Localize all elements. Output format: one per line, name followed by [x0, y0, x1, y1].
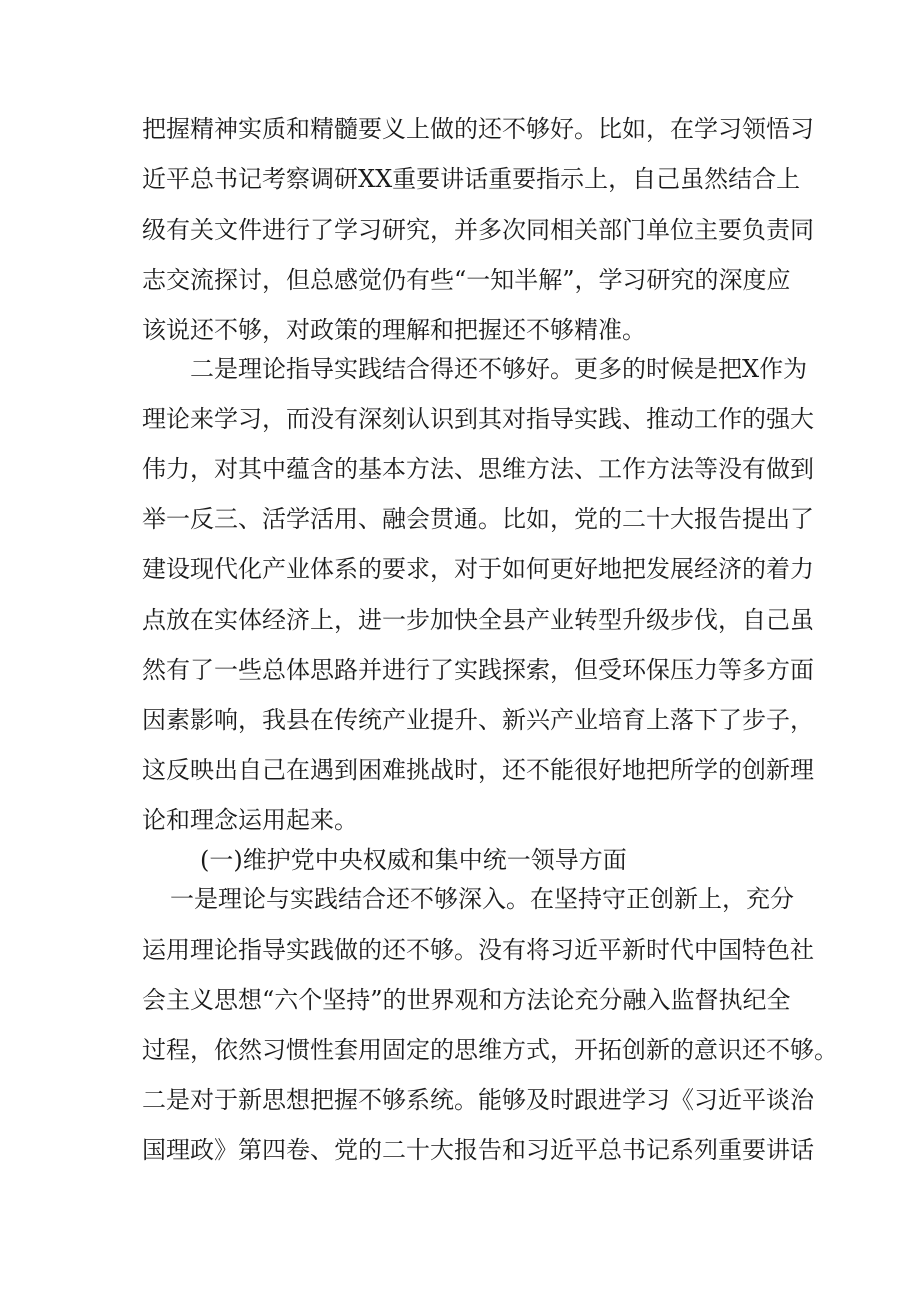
text-line: 志交流探讨，但总感觉仍有些“一知半解”，学习研究的深度应: [142, 266, 791, 294]
text-line: 举一反三、活学活用、融会贯通。比如，党的二十大报告提出了: [142, 505, 814, 533]
text-line: 级有关文件进行了学习研究，并多次同相关部门单位主要负责同: [142, 216, 814, 244]
text-line: 论和理念运用起来。: [142, 806, 358, 834]
text-line: 过程，依然习惯性套用固定的思维方式，开拓创新的意识还不够。: [142, 1036, 838, 1064]
text-line: 国理政》第四卷、党的二十大报告和习近平总书记系列重要讲话: [142, 1136, 814, 1164]
text-line: 把握精神实质和精髓要义上做的还不够好。比如，在学习领悟习: [142, 115, 814, 143]
text-line: 二是对于新思想把握不够系统。能够及时跟进学习《习近平谈治: [142, 1086, 814, 1114]
section-heading: (一)维护党中央权威和集中统一领导方面: [200, 846, 627, 874]
paragraph-start-line: 二是理论指导实践结合得还不够好。更多的时候是把X作为: [190, 355, 808, 383]
text-line: 然有了一些总体思路并进行了实践探索，但受环保压力等多方面: [142, 656, 814, 684]
text-line: 运用理论指导实践做的还不够。没有将习近平新时代中国特色社: [142, 936, 814, 964]
text-line: 伟力，对其中蕴含的基本方法、思维方法、工作方法等没有做到: [142, 455, 814, 483]
text-line: 该说还不够，对政策的理解和把握还不够精准。: [142, 316, 646, 344]
text-line: 会主义思想“六个坚持”的世界观和方法论充分融入监督执纪全: [142, 986, 791, 1014]
text-line: 理论来学习，而没有深刻认识到其对指导实践、推动工作的强大: [142, 405, 814, 433]
text-line: 近平总书记考察调研XX重要讲话重要指示上，自己虽然结合上: [142, 165, 801, 193]
text-line: 点放在实体经济上，进一步加快全县产业转型升级步伐，自己虽: [142, 606, 814, 634]
text-line: 因素影响，我县在传统产业提升、新兴产业培育上落下了步子，: [142, 706, 814, 734]
paragraph-start-line: 一是理论与实践结合还不够深入。在坚持守正创新上，充分: [170, 885, 794, 913]
text-line: 建设现代化产业体系的要求，对于如何更好地把发展经济的着力: [142, 555, 814, 583]
text-line: 这反映出自己在遇到困难挑战时，还不能很好地把所学的创新理: [142, 756, 814, 784]
